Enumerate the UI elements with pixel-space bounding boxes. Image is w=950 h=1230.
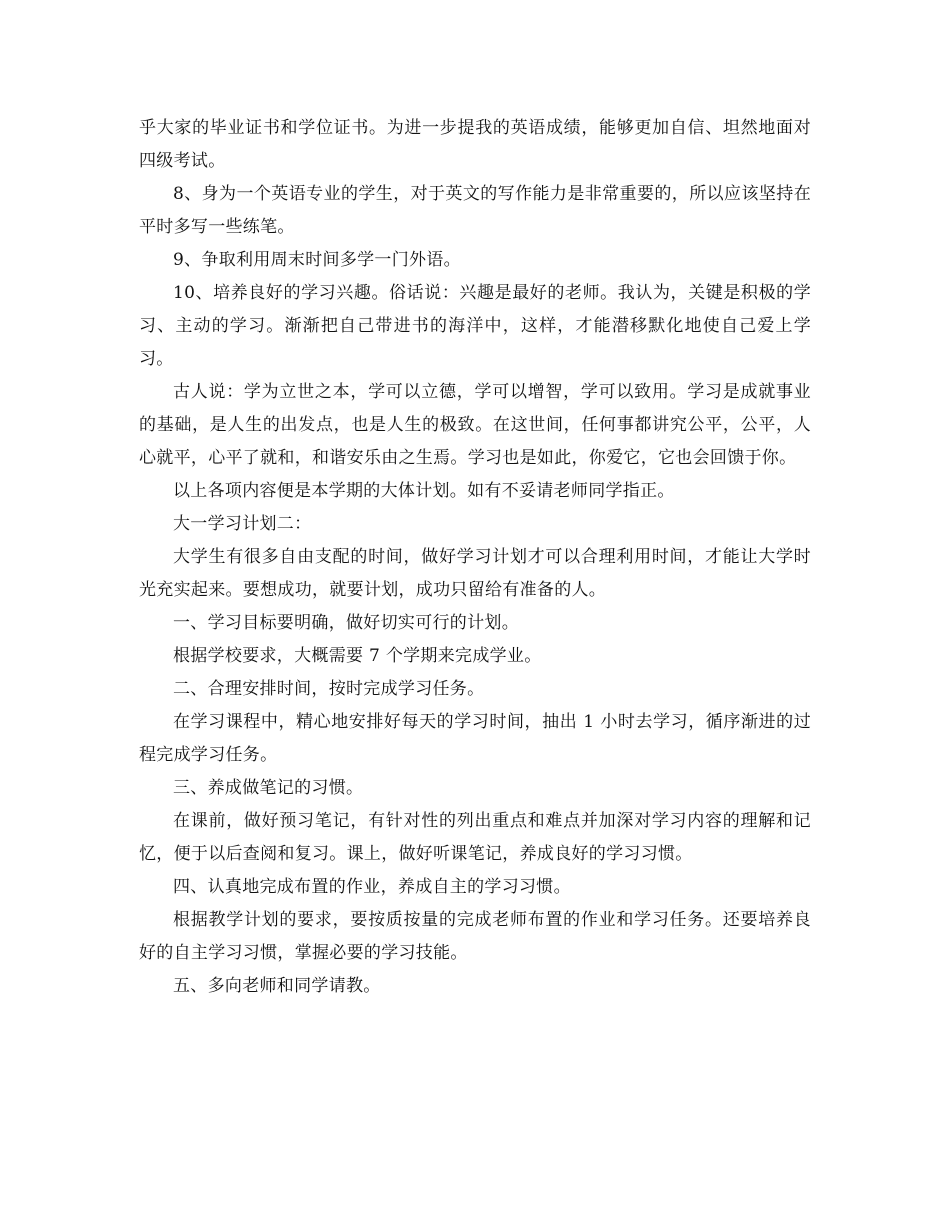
paragraph-item-9: 9、争取利用周末时间多学一门外语。 <box>173 250 461 270</box>
paragraph-point-1: 根据学校要求，大概需要 7 个学期来完成学业。 <box>173 646 542 666</box>
paragraph-continued: 乎大家的毕业证书和学位证书。为进一步提我的英语成绩，能够更加自信、坦然地面对四级考试。 <box>139 118 811 171</box>
section-heading-plan-two: 大一学习计划二： <box>173 514 312 534</box>
paragraph-point-3: 在课前，做好预习笔记，有针对性的列出重点和难点并加深对学习内容的理解和记忆，便于以后查阅和复习。课上，做好听课笔记，养成良好的学习习惯。 <box>139 811 811 864</box>
point-heading-3: 三、养成做笔记的习惯。 <box>173 778 364 798</box>
paragraph-item-10: 10、培养良好的学习兴趣。俗话说：兴趣是最好的老师。我认为，关键是积极的学习、主动的学习。渐渐把自己带进书的海洋中，这样，才能潜移默化地使自己爱上学习。 <box>139 283 811 369</box>
point-heading-2: 二、合理安排时间，按时完成学习任务。 <box>173 679 485 699</box>
paragraph-ancient-saying: 古人说：学为立世之本，学可以立德，学可以增智，学可以致用。学习是成就事业的基础，是人生的出发点，也是人生的极致。在这世间，任何事都讲究公平，公平，人心就平，心平了就和，和谐安乐由之生焉。学习也是如此，你爱它，它也会回馈于你。 <box>139 382 811 468</box>
paragraph-item-8: 8、身为一个英语专业的学生，对于英文的写作能力是非常重要的，所以应该坚持在平时多写一些练笔。 <box>139 184 811 237</box>
paragraph-point-4: 根据教学计划的要求，要按质按量的完成老师布置的作业和学习任务。还要培养良好的自主学习习惯，掌握必要的学习技能。 <box>139 910 811 963</box>
paragraph-intro: 大学生有很多自由支配的时间，做好学习计划才可以合理利用时间，才能让大学时光充实起来。要想成功，就要计划，成功只留给有准备的人。 <box>139 547 811 600</box>
point-heading-5: 五、多向老师和同学请教。 <box>173 976 381 996</box>
point-heading-4: 四、认真地完成布置的作业，养成自主的学习习惯。 <box>173 877 571 897</box>
paragraph-summary: 以上各项内容便是本学期的大体计划。如有不妥请老师同学指正。 <box>173 481 675 501</box>
point-heading-1: 一、学习目标要明确，做好切实可行的计划。 <box>173 613 519 633</box>
document-page <box>139 112 811 1003</box>
paragraph-point-2: 在学习课程中，精心地安排好每天的学习时间，抽出 1 小时去学习，循序渐进的过程完成学习任务。 <box>139 712 811 765</box>
